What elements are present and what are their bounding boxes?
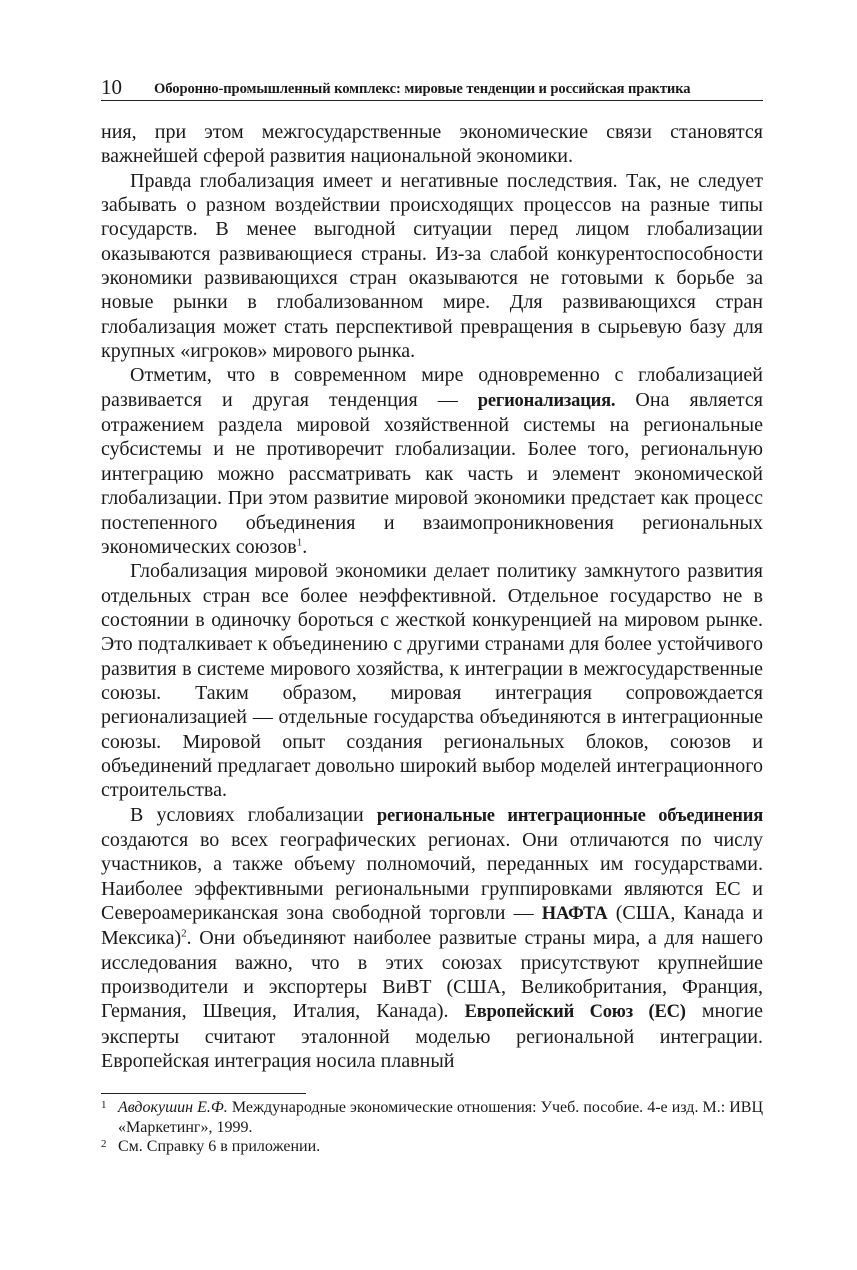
footnote-mark: 1 bbox=[101, 1099, 107, 1111]
paragraph-4: Глобализация мировой экономики делает политику замкнутого развития отдельных стран все более неэффективной. Отдельное государство не в состоянии в одиночку бороться с жесткой конкуренцией на мировом рынке. Это подталкивает к объединению с другими странами для более устойчивого развития в системе мирового хозяйства, к интеграции в межгосударственные союзы. Таким образом, мировая интеграция сопровождается регионализацией — отдельные государства объединяются в интеграционные союзы. Мировой опыт создания региональных блоков, союзов и объединений предлагает довольно широкий выбор моделей интеграционного строительства. bbox=[101, 560, 763, 802]
paragraph-1: ния, при этом межгосударственные экономические связи становятся важнейшей сферой развития национальной экономики. bbox=[101, 121, 763, 168]
term-regional-integration: региональные интеграционные объединения bbox=[376, 805, 763, 826]
page-header bbox=[101, 74, 763, 101]
footnote-text: См. Справку 6 в приложении. bbox=[118, 1138, 321, 1155]
page-number: 10 bbox=[101, 75, 122, 99]
paragraph-5: В условиях глобализации региональные интеграционные объединения создаются во всех географических регионах. Они отличаются по числу участников, а также объему полномочий, переданных им государствами. Наиболее эффективными региональными группировками являются ЕС и Североамериканская зона свободной торговли — НАФТА (США, Канада и Мексика)$^2$. Они объединяют наиболее развитые страны мира, а для нашего исследования важно, что в этих союзах присутствуют крупнейшие производители и экспортеры ВиВТ (США, Великобритания, Франция, Германия, Швеция, Италия, Канада). Европейский Союз (ЕС) многие эксперты считают эталонной моделью региональной интеграции. Европейская интеграция носила плавный bbox=[101, 803, 763, 1073]
term-eu: Европейский Союз (ЕС) bbox=[464, 1002, 686, 1023]
footnote-ref-1: 1 bbox=[296, 536, 303, 549]
main-text bbox=[101, 120, 763, 1073]
footnote bbox=[101, 1098, 763, 1137]
footnote-mark: 2 bbox=[101, 1138, 107, 1150]
term-nafta: НАФТА bbox=[541, 904, 608, 924]
footnote-divider bbox=[101, 1093, 306, 1094]
paragraph-3: Отметим, что в современном мире одновременно с глобализацией развивается и другая тенденция — регионализация. Она является отражением раздела мировой хозяйственной системы на региональные субсистемы и не противоречит глобализации. Более того, региональную интеграцию можно рассматривать как часть и элемент экономической глобализации. При этом развитие мировой экономики предстает как процесс постепенного объединения и взаимопроникновения региональных экономических союзов$^1$. bbox=[101, 364, 763, 558]
running-title: Оборонно-промышленный комплекс: мировые тенденции и российская практика bbox=[154, 81, 691, 97]
term-regionalization: регионализация. bbox=[477, 390, 616, 411]
footnotes bbox=[101, 1098, 763, 1157]
paragraph-2: Правда глобализация имеет и негативные последствия. Так, не следует забывать о разном воздействии происходящих процессов на разные типы государств. В менее выгодной ситуации перед лицом глобализации оказываются развивающиеся страны. Из-за слабой конкурентоспособности экономики развивающихся стран оказываются не готовыми к борьбе за новые рынки в глобализованном мире. Для развивающихся стран глобализация может стать перспективой превращения в сырьевую базу для крупных «игроков» мирового рынка. bbox=[101, 169, 763, 363]
footnote-author: Авдокушин Е.Ф. bbox=[118, 1099, 228, 1116]
footnote-text: Международные экономические отношения: Учеб. пособие. 4-е изд. М.: ИВЦ «Маркетинг», 1999. bbox=[118, 1099, 764, 1136]
footnote-ref-2: 2 bbox=[181, 927, 187, 940]
footnote bbox=[101, 1137, 763, 1157]
